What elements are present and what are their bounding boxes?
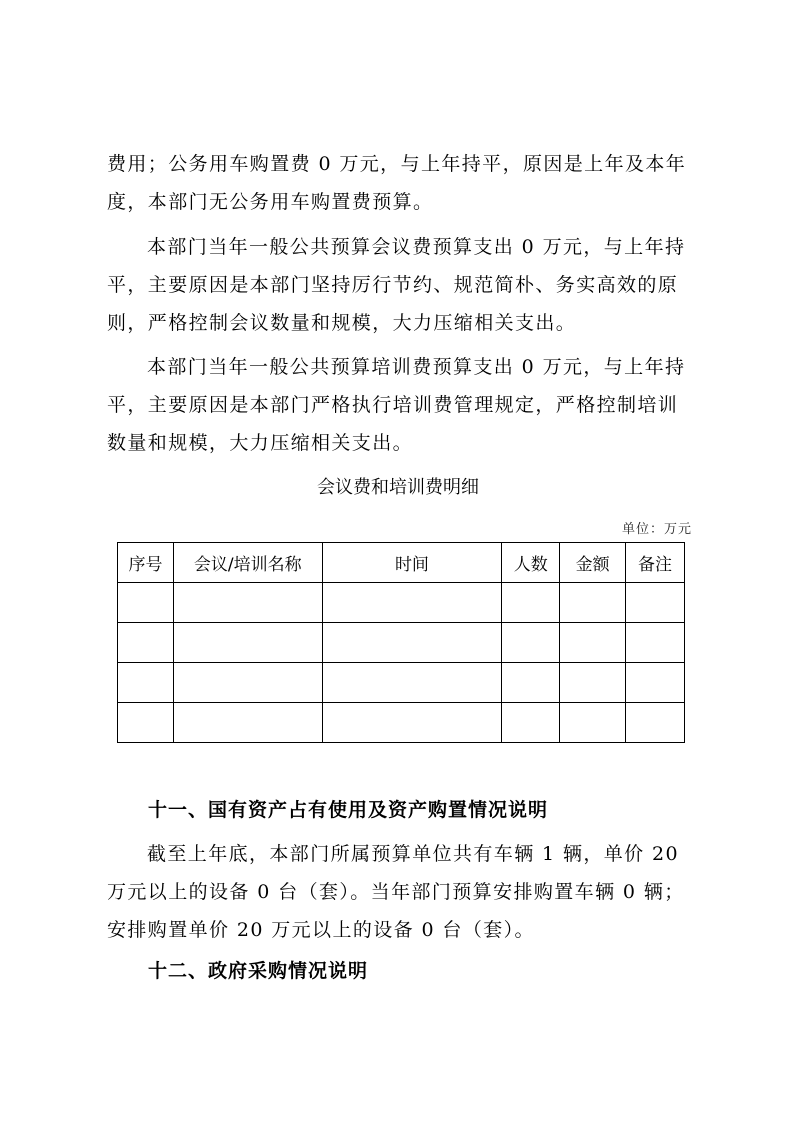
table-cell: [322, 623, 502, 663]
table-row: [118, 663, 685, 703]
table-cell: [626, 663, 685, 703]
table-cell: [626, 703, 685, 743]
column-header-time: 时间: [322, 543, 502, 583]
column-header-attendees: 人数: [502, 543, 560, 583]
table-cell: [322, 703, 502, 743]
meeting-training-fee-table: [117, 542, 685, 743]
table-cell: [502, 703, 560, 743]
table-cell: [560, 623, 626, 663]
section-heading-procurement: 十二、政府采购情况说明: [148, 960, 369, 982]
table-cell: [173, 663, 322, 703]
table-cell: [118, 663, 174, 703]
paragraph-vehicle-purchase: 费用；公务用车购置费 0 万元，与上年持平，原因是上年及本年度，本部门无公务用车购置费预算。: [107, 153, 687, 213]
paragraph-training-fee: 本部门当年一般公共预算培训费预算支出 0 万元，与上年持平，主要原因是本部门严格执行培训费管理规定，严格控制培训数量和规模，大力压缩相关支出。: [107, 356, 686, 454]
table-header-row: [118, 543, 685, 583]
table-cell: [173, 583, 322, 623]
table-cell: [322, 583, 502, 623]
table-cell: [173, 703, 322, 743]
table-cell: [322, 663, 502, 703]
table-cell: [560, 703, 626, 743]
table-cell: [560, 663, 626, 703]
paragraph-assets: 截至上年底，本部门所属预算单位共有车辆 1 辆，单价 20 万元以上的设备 0 台（套）。当年部门预算安排购置车辆 0 辆；安排购置单价 20 万元以上的设备 0 台（套）。: [107, 843, 685, 941]
column-header-remarks: 备注: [626, 543, 685, 583]
column-header-amount: 金额: [560, 543, 626, 583]
table-cell: [502, 583, 560, 623]
table-cell: [626, 623, 685, 663]
table-cell: [626, 583, 685, 623]
table-row: [118, 583, 685, 623]
table-title: 会议费和培训费明细: [317, 477, 479, 498]
table-row: [118, 623, 685, 663]
section-heading-assets: 十一、国有资产占有使用及资产购置情况说明: [148, 799, 549, 821]
column-header-name: 会议/培训名称: [173, 543, 322, 583]
table-cell: [118, 623, 174, 663]
table-unit: 单位：万元: [621, 522, 692, 537]
table-row: [118, 703, 685, 743]
table-cell: [502, 663, 560, 703]
table-cell: [118, 703, 174, 743]
paragraph-meeting-fee: 本部门当年一般公共预算会议费预算支出 0 万元，与上年持平，主要原因是本部门坚持厉行节约、规范简朴、务实高效的原则，严格控制会议数量和规模，大力压缩相关支出。: [107, 236, 686, 334]
column-header-index: 序号: [118, 543, 174, 583]
table-cell: [560, 583, 626, 623]
table-cell: [118, 583, 174, 623]
table-cell: [502, 623, 560, 663]
table-cell: [173, 623, 322, 663]
